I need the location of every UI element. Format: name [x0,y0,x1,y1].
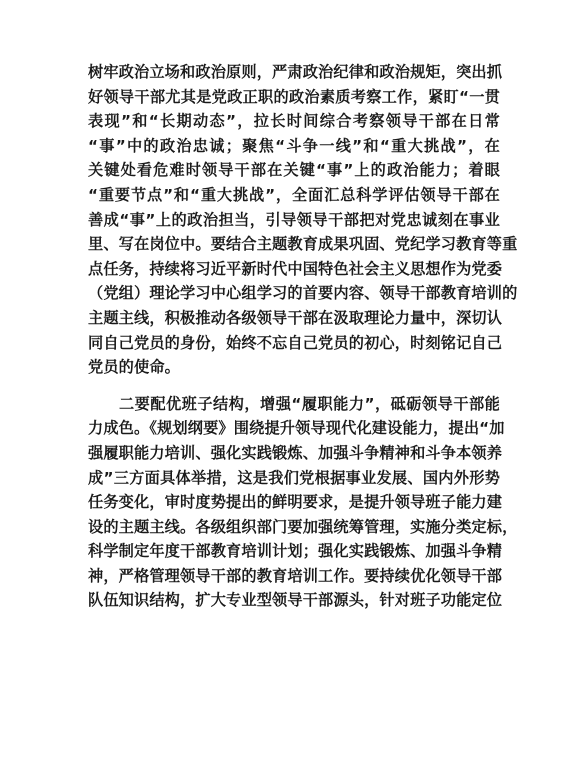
text-line: 成”三方面具体举措，这是我们党根据事业发展、国内外形势 [88,468,500,487]
text-line: 强履职能力培训、强化实践锻炼、加强斗争精神和斗争本领养 [88,443,503,462]
text-line: “重要节点”和“重大挑战”，全面汇总科学评估领导干部在 [88,185,500,204]
text-line: “事”中的政治忠诚；聚焦“斗争一线”和“重大挑战”，在 [88,136,500,155]
text-line: 里、写在岗位中。要结合主题教育成果巩固、党纪学习教育等重 [88,235,518,254]
text-line: 力成色。《规划纲要》围绕提升领导现代化建设能力，提出“加 [88,419,505,438]
text-line: 主题主线，积极推动各级领导干部在汲取理论力量中，深切认 [88,308,503,327]
body-text [88,60,518,613]
text-line: 任务变化，审时度势提出的鲜明要求，是提升领导班子能力建 [88,493,503,512]
text-line: 二要配优班子结构，增强“履职能力”，砥砺领导干部能 [119,394,500,413]
text-line: （党组）理论学习中心组学习的首要内容、领导干部教育培训的 [88,284,518,303]
text-line: 善成“事”上的政治担当，引导领导干部把对党忠诚刻在事业 [88,210,500,229]
text-line: 点任务，持续将习近平新时代中国特色社会主义思想作为党委 [88,259,503,278]
text-line: 设的主题主线。各级组织部门要加强统筹管理，实施分类定标， [88,517,518,536]
text-line: 党员的使命。 [88,358,181,377]
text-line: 树牢政治立场和政治原则，严肃政治纪律和政治规矩，突出抓 [88,63,503,81]
text-line: 同自己党员的身份，始终不忘自己党员的初心，时刻铭记自己 [88,333,503,352]
paragraph-1 [88,60,518,380]
text-line: 好领导干部尤其是党政正职的政治素质考察工作，紧盯“一贯 [88,87,500,106]
text-line: 科学制定年度干部教育培训计划；强化实践锻炼、加强斗争精 [88,542,503,561]
text-line: 神，严格管理领导干部的教育培训工作。要持续优化领导干部 [88,566,503,585]
paragraph-spacer [88,380,500,392]
text-line: 关键处看危难时领导干部在关键“事”上的政治能力；着眼 [88,161,500,180]
text-line: 队伍知识结构，扩大专业型领导干部源头，针对班子功能定位 [88,591,503,610]
text-line: 表现”和“长期动态”，拉长时间综合考察领导干部在日常 [88,112,500,131]
paragraph-2 [88,392,518,613]
